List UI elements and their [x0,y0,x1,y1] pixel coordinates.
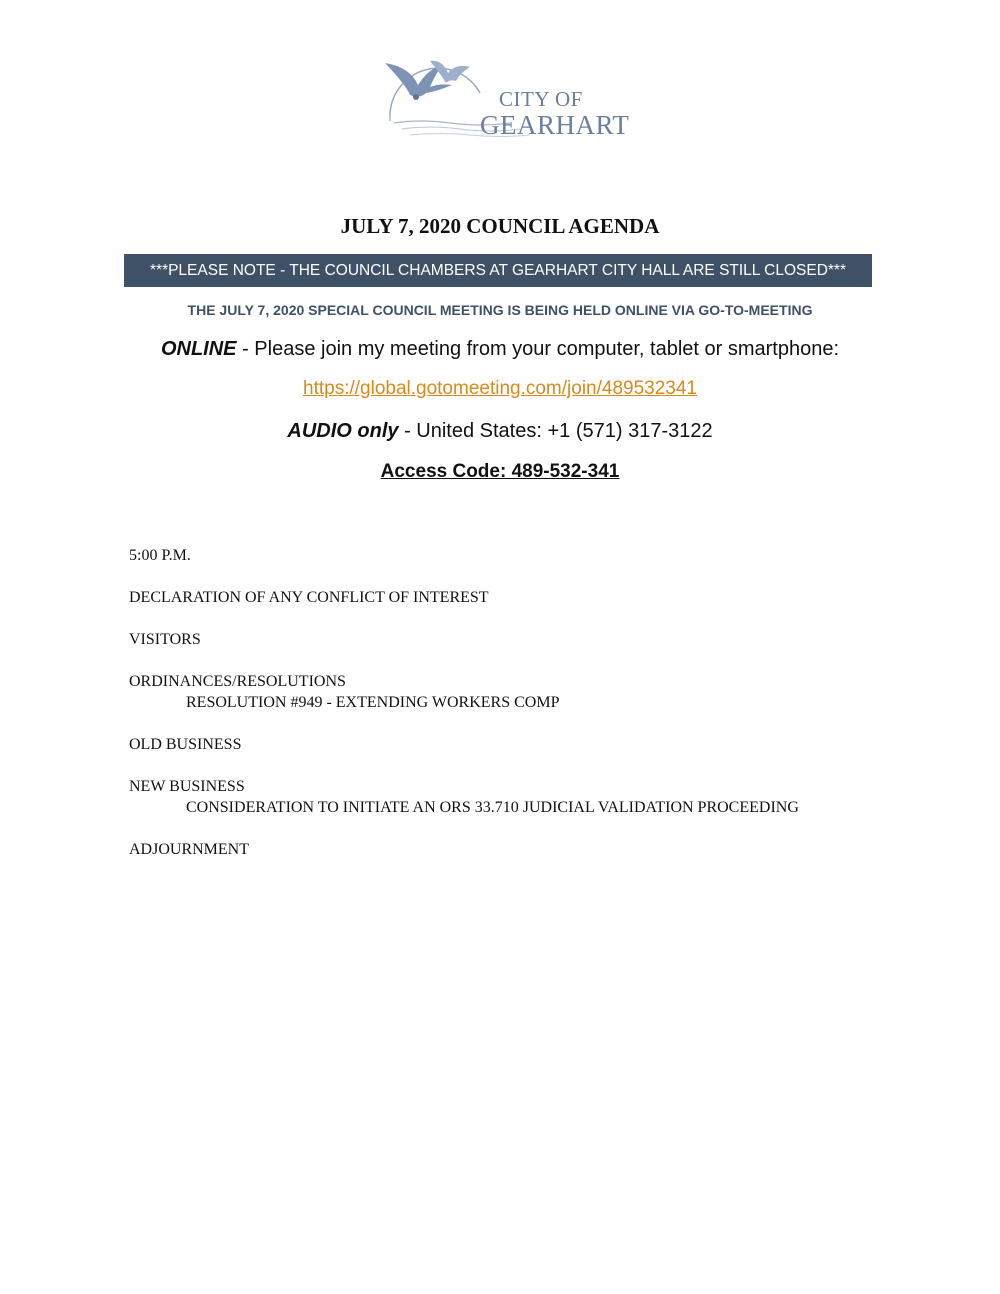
online-instructions [0,338,1000,361]
meeting-subheading: THE JULY 7, 2020 SPECIAL COUNCIL MEETING IS BEING HELD ONLINE VIA GO-TO-MEETING [187,302,813,318]
agenda-item-visitors: VISITORS [129,631,201,648]
closure-notice-banner [124,254,872,287]
audio-label: AUDIO only [287,420,399,442]
access-code: Access Code: 489-532-341 [380,461,620,482]
audio-instructions [0,420,1000,443]
closure-notice-text: ***PLEASE NOTE - THE COUNCIL CHAMBERS AT GEARHART CITY HALL ARE STILL CLOSED*** [150,261,846,279]
meeting-link[interactable]: https://global.gotomeeting.com/join/489532341 [303,378,697,399]
agenda-section-ordinances [129,671,799,713]
agenda-item-conflict: DECLARATION OF ANY CONFLICT OF INTEREST [129,589,489,606]
ordinances-heading: ORDINANCES/RESOLUTIONS [129,673,346,690]
online-text: - Please join my meeting from your computer, tablet or smartphone: [236,338,840,360]
agenda-list [129,545,799,881]
page-title: JULY 7, 2020 COUNCIL AGENDA [340,214,660,238]
city-logo [380,55,630,150]
meeting-link-row [0,378,1000,400]
new-business-heading: NEW BUSINESS [129,778,245,795]
audio-text: - United States: +1 (571) 317-3122 [398,420,713,442]
logo-line-1: CITY OF [499,87,583,111]
agenda-item-adjournment: ADJOURNMENT [129,841,249,858]
online-label: ONLINE [160,338,237,360]
agenda-item-old-business: OLD BUSINESS [129,736,242,753]
logo-line-2: GEARHART [480,110,630,140]
agenda-time: 5:00 P.M. [129,547,191,564]
new-business-item: CONSIDERATION TO INITIATE AN ORS 33.710 JUDICIAL VALIDATION PROCEEDING [186,799,799,816]
ordinances-item: RESOLUTION #949 - EXTENDING WORKERS COMP [186,694,560,711]
agenda-section-new-business [129,776,799,818]
logo-wordmark [480,89,629,139]
